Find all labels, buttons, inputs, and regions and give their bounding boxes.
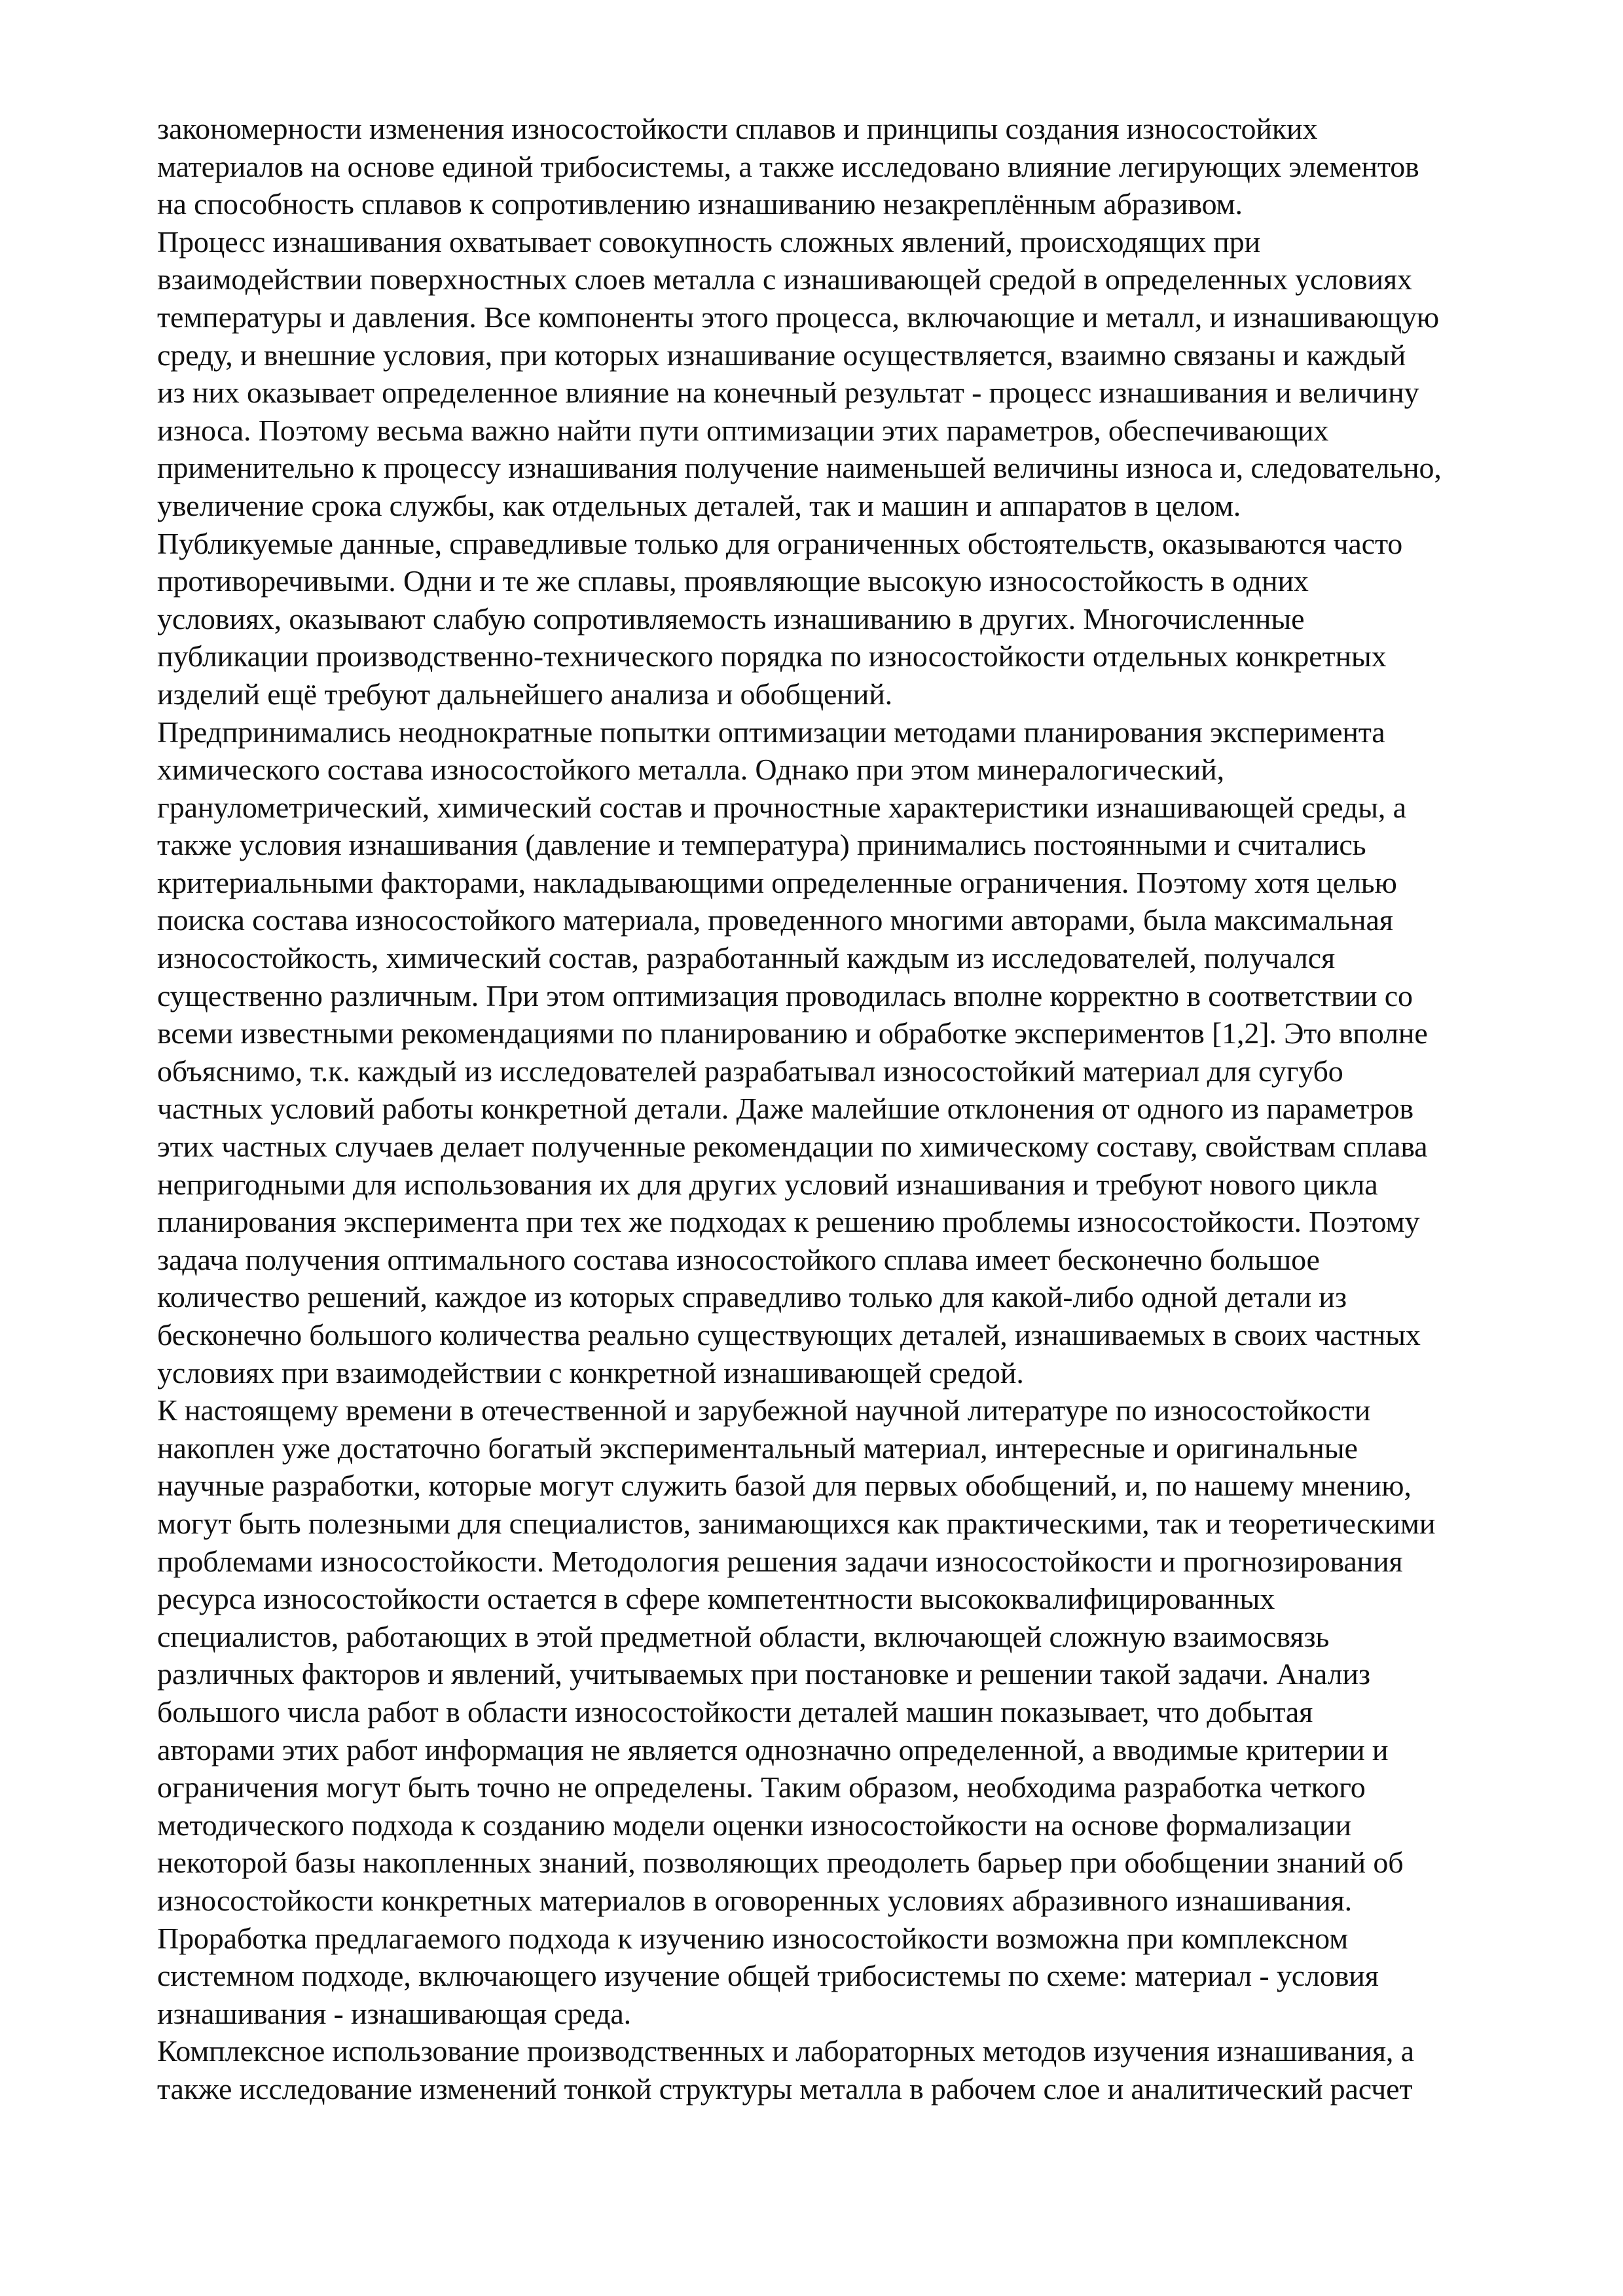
text-line: износа. Поэтому весьма важно найти пути оптимизации этих параметров, обеспечивающих — [157, 413, 1329, 447]
text-line: закономерности изменения износостойкости сплавов и принципы создания износостойких — [157, 112, 1318, 145]
text-line: взаимодействии поверхностных слоев металла с изнашивающей средой в определенных условиях — [157, 262, 1412, 296]
text-line: Процесс изнашивания охватывает совокупность сложных явлений, происходящих при — [157, 224, 1260, 259]
text-line: авторами этих работ информация не является однозначно определенной, а вводимые критерии и — [157, 1732, 1389, 1767]
text-line: всеми известными рекомендациями по планированию и обработке экспериментов [1,2]. Это вполне — [157, 1016, 1428, 1050]
text-line: могут быть полезными для специалистов, занимающихся как практическими, так и теоретическими — [157, 1506, 1436, 1540]
text-line: критериальными факторами, накладывающими определенные ограничения. Поэтому хотя целью — [157, 865, 1397, 899]
text-line: задача получения оптимального состава износостойкого сплава имеет бесконечно большое — [157, 1242, 1320, 1276]
text-line: на способность сплавов к сопротивлению изнашиванию незакреплённым абразивом. — [157, 187, 1243, 221]
text-line: ограничения могут быть точно не определены. Таким образом, необходима разработка четкого — [157, 1770, 1366, 1804]
text-line: Публикуемые данные, справедливые только для ограниченных обстоятельств, оказываются часто — [157, 526, 1403, 560]
text-line: ресурса износостойкости остается в сфере компетентности высококвалифицированных — [157, 1582, 1275, 1616]
text-line: температуры и давления. Все компоненты этого процесса, включающие и металл, и изнашивающую — [157, 300, 1439, 334]
text-line: различных факторов и явлений, учитываемых при постановке и решении такой задачи. Анализ — [157, 1657, 1370, 1691]
text-line: применительно к процессу изнашивания получение наименьшей величины износа и, следовательно, — [157, 451, 1442, 485]
text-line: износостойкости конкретных материалов в оговоренных условиях абразивного изнашивания. — [157, 1883, 1353, 1917]
text-line: научные разработки, которые могут служить базой для первых обобщений, и, по нашему мнению, — [157, 1469, 1412, 1503]
text-line: Проработка предлагаемого подхода к изучению износостойкости возможна при комплексном — [157, 1921, 1349, 1955]
document-body-text — [157, 110, 1552, 2108]
text-line: существенно различным. При этом оптимизация проводилась вполне корректно в соответствии со — [157, 978, 1413, 1013]
text-line: планирования эксперимента при тех же подходах к решению проблемы износостойкости. Поэтому — [157, 1205, 1420, 1239]
text-line: материалов на основе единой трибосистемы, а также исследовано влияние легирующих элементов — [157, 149, 1419, 183]
text-line: непригодными для использования их для других условий изнашивания и требуют нового цикла — [157, 1167, 1378, 1201]
text-line: из них оказывает определенное влияние на конечный результат - процесс изнашивания и величину — [157, 376, 1419, 410]
text-line: частных условий работы конкретной детали. Даже малейшие отклонения от одного из параметров — [157, 1092, 1413, 1126]
text-line: большого числа работ в области износостойкости деталей машин показывает, что добытая — [157, 1695, 1313, 1729]
text-line: количество решений, каждое из которых справедливо только для какой-либо одной детали из — [157, 1280, 1347, 1314]
text-line: износостойкость, химический состав, разработанный каждым из исследователей, получался — [157, 941, 1335, 975]
text-line: некоторой базы накопленных знаний, позволяющих преодолеть барьер при обобщении знаний об — [157, 1846, 1404, 1880]
text-line: среду, и внешние условия, при которых изнашивание осуществляется, взаимно связаны и каждый — [157, 338, 1406, 372]
text-line: условиях, оказывают слабую сопротивляемость изнашиванию в других. Многочисленные — [157, 601, 1305, 636]
text-line: химического состава износостойкого металла. Однако при этом минералогический, — [157, 753, 1224, 787]
text-line: также исследование изменений тонкой структуры металла в рабочем слое и аналитический расчет — [157, 2072, 1413, 2106]
text-line: бесконечно большого количества реально существующих деталей, изнашиваемых в своих частных — [157, 1318, 1421, 1352]
text-line: поиска состава износостойкого материала, проведенного многими авторами, была максимальная — [157, 903, 1393, 937]
text-line: публикации производственно-технического порядка по износостойкости отдельных конкретных — [157, 639, 1387, 673]
text-line: гранулометрический, химический состав и прочностные характеристики изнашивающей среды, а — [157, 790, 1406, 824]
text-line: противоречивыми. Одни и те же сплавы, проявляющие высокую износостойкость в одних — [157, 564, 1309, 598]
text-line: этих частных случаев делает полученные рекомендации по химическому составу, свойствам сплава — [157, 1130, 1428, 1164]
text-line: К настоящему времени в отечественной и зарубежной научной литературе по износостойкости — [157, 1393, 1371, 1427]
text-line: Комплексное использование производственных и лабораторных методов изучения изнашивания, а — [157, 2034, 1414, 2068]
text-line: Предпринимались неоднократные попытки оптимизации методами планирования эксперимента — [157, 715, 1385, 749]
text-line: системном подходе, включающего изучение общей трибосистемы по схеме: материал - условия — [157, 1959, 1379, 1993]
text-line: специалистов, работающих в этой предметной области, включающей сложную взаимосвязь — [157, 1619, 1330, 1653]
text-line: проблемами износостойкости. Методология решения задачи износостойкости и прогнозирования — [157, 1544, 1403, 1578]
text-line: условиях при взаимодействии с конкретной изнашивающей средой. — [157, 1355, 1024, 1390]
text-line: изнашивания - изнашивающая среда. — [157, 1996, 631, 2030]
text-line: объяснимо, т.к. каждый из исследователей разрабатывал износостойкий материал для сугубо — [157, 1054, 1343, 1088]
text-line: накоплен уже достаточно богатый экспериментальный материал, интересные и оригинальные — [157, 1431, 1358, 1465]
text-line: также условия изнашивания (давление и температура) принимались постоянными и считались — [157, 828, 1366, 862]
text-line: методического подхода к созданию модели оценки износостойкости на основе формализации — [157, 1808, 1351, 1842]
text-line: увеличение срока службы, как отдельных деталей, так и машин и аппаратов в целом. — [157, 488, 1241, 522]
text-line: изделий ещё требуют дальнейшего анализа и обобщений. — [157, 677, 893, 711]
